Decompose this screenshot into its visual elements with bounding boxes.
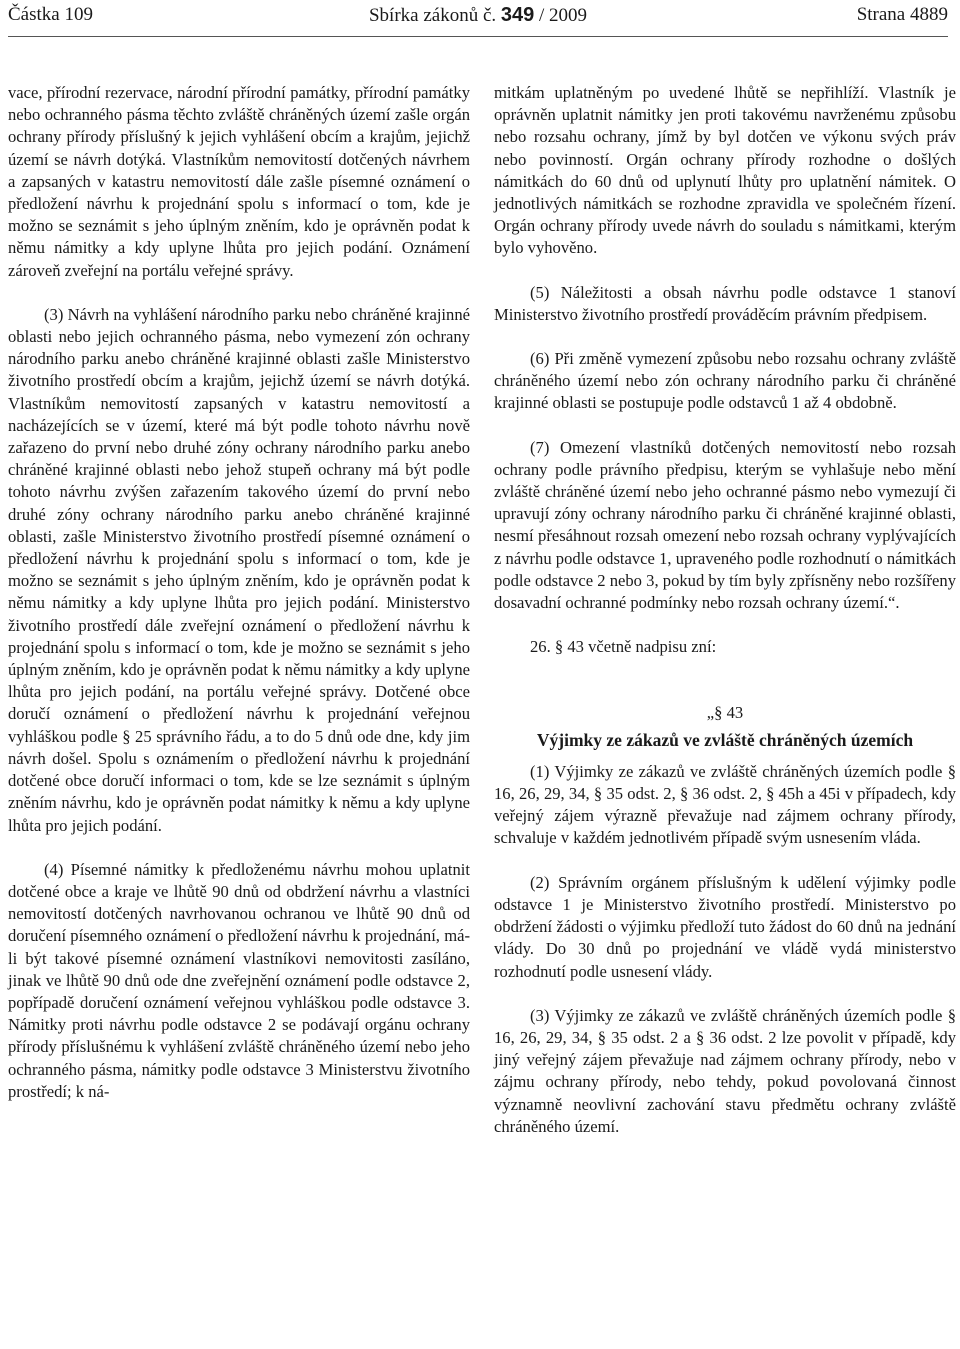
header-collection-suffix: / 2009 xyxy=(539,5,588,26)
header-part: Částka 109 xyxy=(8,4,93,25)
left-paragraph-3: (4) Písemné námitky k předloženému návrhu mohou uplatnit dotčené obce a kraje ve lhůtě 90 dnů od obdržení návrhu a vlastníci nemovitostí dotčených navrhovanou ochranou ve lhůtě 90 dnů od doručení písemného oznámení o předložení návrhu k projednání, má-li být takové písemné oznámení vlastníkovi nemovitosti zasíláno, jinak ve lhůtě 90 dnů ode dne zveřejnění oznámení podle odstavce 2, popřípadě doručení oznámení veřejnou vyhláškou podle odstavce 3. Námitky proti návrhu podle odstavce 2 se podávají orgánu ochrany přírody příslušnému k vyhlášení zvláště chráněného území nebo jeho ochranného pásma, námitky podle odstavce 3 Ministerstvu životního prostředí; k ná- xyxy=(8,859,470,1101)
header-page-number: Strana 4889 xyxy=(856,4,948,25)
header-collection-prefix: Sbírka zákonů č. xyxy=(368,5,497,26)
left-paragraph-2: (3) Návrh na vyhlášení národního parku nebo chráněné krajinné oblasti nebo jejich ochranného pásma, nebo vymezení zón ochrany národního parku anebo chráněné krajinné oblasti zašle Ministerstvo životního prostředí obcím a krajům, jejichž území se návrh dotýká. Vlastníkům nemovitostí zapsaných v katastru nemovitostí a nacházejících se v území, které má být podle tohoto návrhu nově zařazeno do první nebo druhé zóny ochrany národního parku anebo chráněné krajinné oblasti nebo jehož stupeň ochrany má být podle tohoto návrhu zvýšen zařazením takového území do první nebo druhé zóny ochrany národního parku anebo chráněné krajinné oblasti, zašle Ministerstvo životního prostředí písemné oznámení o předložení návrhu k projednání spolu s informací o tom, kde je možno se seznámit s jeho úplným zněním, kdo je oprávněn podat k němu námitky a kdy uplyne lhůta pro jejich podání. Ministerstvo životního prostředí dále zveřejní oznámení o předložení návrhu k projednání spolu s informací o tom, kde je možno se seznámit s jeho úplným zněním, kdo je oprávněn podat k němu námitky a kdy uplyne lhůta pro jejich podání, na portálu veřejné správy. Dotčené obce doručí oznámení o předložení návrhu k projednání veřejnou vyhláškou podle § 25 správního řádu, a to do 5 dnů ode dne, kdy jim návrh došel. Spolu s oznámením o předložení návrhu k projednání dotčené obce doručí informaci o tom, kde se lze seznámit s úplným zněním návrhu, kdo je oprávněn podat námitky k němu a kdy uplyne lhůta pro jejich podání. xyxy=(8,304,470,835)
right-paragraph-3: (6) Při změně vymezení způsobu nebo rozsahu ochrany zvláště chráněného území nebo zón ochrany národního parku či chráněné krajinné oblasti se postupuje podle odstavců 1 až 4 obdobně. xyxy=(494,349,956,413)
page-header xyxy=(8,2,948,28)
right-paragraph-4: (7) Omezení vlastníků dotčených nemovitostí nebo rozsah ochrany podle právního předpisu, kterým se vyhlašuje nebo mění zvláště chráněné území nebo jeho ochranné pásmo nebo vymezují či upravují zóny ochrany národního parku či chráněné krajinné oblasti, nesmí přesáhnout rozsah omezení nebo rozsah ochrany vyplývajících z návrhu podle odstavce 1, upraveného podle rozhodnutí o námitkách podle odstavce 2 nebo 3, pokud by tím byly zpřísněny nebo rozšířeny dosavadní ochranné podmínky nebo rozsah ochrany území.“. xyxy=(494,437,956,613)
header-law-number: 349 xyxy=(500,4,535,26)
right-paragraph-6: (2) Správním orgánem příslušným k udělení výjimky podle odstavce 1 je Ministerstvo životního prostředí. Ministerstvo po obdržení žádosti o výjimku předloží tuto žádost do 60 dnů na jednání vlády. Do 30 dnů po projednání ve vládě vydá ministerstvo rozhodnutí podle usnesení vlády. xyxy=(494,872,956,981)
right-paragraph-2: (5) Náležitosti a obsah návrhu podle odstavce 1 stanoví Ministerstvo životního prostředí prováděcím právním předpisem. xyxy=(494,282,956,324)
section-title: Výjimky ze zákazů ve zvláště chráněných územích xyxy=(536,729,914,750)
right-paragraph-5: (1) Výjimky ze zákazů ve zvláště chráněných územích podle § 16, 26, 29, 34, § 35 odst. 2, § 36 odst. 2, § 45h a 45i v případech, kdy veřejný zájem výrazně převažuje nad zájmem ochrany přírody, schvaluje v každém jednotlivém případě svým usnesením vláda. xyxy=(494,761,956,848)
amendment-item: 26. § 43 včetně nadpisu zní: xyxy=(530,637,717,657)
header-collection xyxy=(8,2,948,29)
left-column xyxy=(8,82,470,1103)
right-paragraph-1: mitkám uplatněným po uvedené lhůtě se nepřihlíží. Vlastník je oprávněn uplatnit námitky jen proti takovému navrženému způsobu nebo rozsahu ochrany, jímž by byl dotčen ve výkonu svých práv nebo povinností. Orgán ochrany přírody rozhodne o došlých námitkách do 60 dnů od uplynutí lhůty pro uplatnění námitek. O jednotlivých námitkách se rozhodne zpravidla ve společném řízení. Orgán ochrany přírody uvede návrh do souladu s námitkami, kterým bylo vyhověno. xyxy=(494,83,956,258)
header-rule xyxy=(8,36,948,37)
right-column xyxy=(494,82,956,1138)
section-number: „§ 43 xyxy=(706,703,744,723)
right-paragraph-7: (3) Výjimky ze zákazů ve zvláště chráněných územích podle § 16, 26, 29, 34, § 35 odst. 2 a § 36 odst. 2 lze povolit v případě, kdy jiný veřejný zájem převažuje nad zájmem ochrany přírody, nebo v zájmu ochrany přírody, nebo tehdy, pokud povolovaná činnost významně neovlivní zachování stavu předmětu ochrany zvláště chráněného území. xyxy=(494,1005,956,1136)
left-paragraph-1: vace, přírodní rezervace, národní přírodní památky, přírodní památky nebo ochranného pásma těchto zvláště chráněných území zašle orgán ochrany přírody příslušný k jejich vyhlášení obcím a krajům, jejichž území se návrh dotýká. Vlastníkům nemovitostí dotčených návrhem a zapsaných v katastru nemovitostí dále zašle písemné oznámení o předložení návrhu k projednání spolu s informací o tom, kde je možno se seznámit s jeho úplným zněním, kdo je oprávněn podat k němu námitky a kdy uplyne lhůta pro jejich podání. Oznámení zároveň zveřejní na portálu veřejné správy. xyxy=(8,83,470,280)
